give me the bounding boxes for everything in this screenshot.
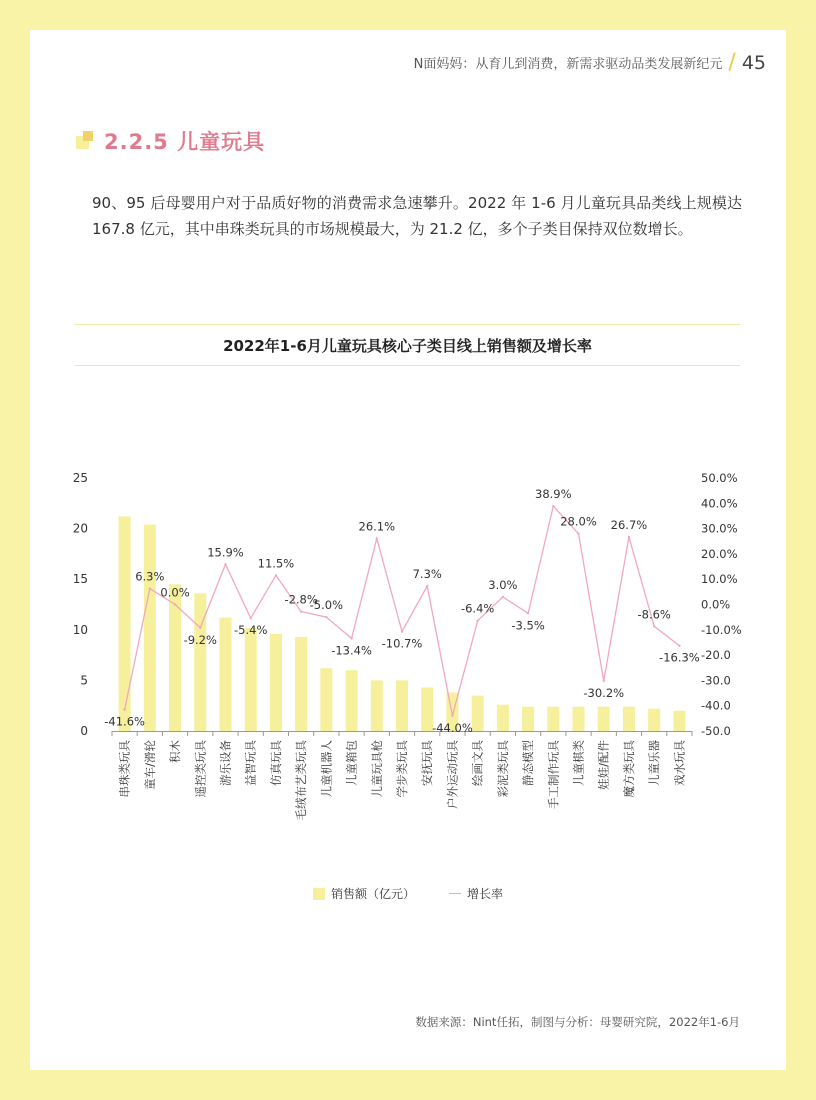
legend-bar-swatch [313, 888, 325, 900]
growth-rate-point [300, 610, 302, 612]
x-axis-category-label: 儿童棋类 [571, 740, 586, 786]
right-axis-tick-label: -10.0% [701, 622, 742, 637]
growth-rate-data-label: 7.3% [412, 567, 442, 582]
x-axis-category-label: 益智玩具 [243, 740, 258, 786]
bar [497, 705, 509, 731]
x-axis-category-label: 儿童机器人 [319, 740, 334, 798]
bar [648, 709, 660, 731]
growth-rate-point [451, 715, 453, 717]
growth-rate-data-label: -10.7% [381, 636, 423, 651]
header-title: N面妈妈：从育儿到消费，新需求驱动品类发展新纪元 [413, 57, 723, 72]
growth-rate-point [249, 617, 251, 619]
body-paragraph: 90、95 后母婴用户对于品质好物的消费需求急速攀升。2022 年 1-6 月儿童玩具品类线上规模达 167.8 亿元，其中串珠类玩具的市场规模最大，为 21.2 亿，多个子类目保持双位数增长。 [92, 194, 742, 238]
combo-chart [30, 430, 786, 870]
chart-legend [313, 885, 503, 902]
growth-rate-point [123, 709, 125, 711]
bar [547, 707, 559, 731]
chart-title-box [75, 324, 740, 366]
growth-rate-data-label: -3.5% [511, 618, 545, 633]
x-axis-category-label: 儿童箱包 [344, 740, 359, 786]
growth-rate-point [325, 616, 327, 618]
x-axis-category-label: 童车/滑轮 [142, 740, 157, 790]
bar [295, 637, 307, 731]
growth-rate-data-label: -41.6% [104, 714, 145, 729]
x-axis-category-label: 儿童玩具枪 [369, 740, 384, 798]
x-axis-category-label: 游乐设备 [218, 740, 233, 786]
growth-rate-data-label: -30.2% [583, 685, 625, 700]
growth-rate-data-label: -16.3% [659, 650, 700, 665]
x-axis-category-label: 儿童乐器 [647, 740, 662, 786]
bar [396, 680, 408, 731]
x-axis-category-label: 遥控类玩具 [193, 740, 208, 798]
bar [119, 516, 131, 731]
legend-line-swatch [449, 893, 461, 894]
chart-title: 2022年1-6月儿童玩具核心子类目线上销售额及增长率 [223, 336, 592, 355]
growth-rate-data-label: 0.0% [160, 585, 190, 600]
left-axis-tick-label: 5 [80, 673, 88, 688]
legend-bar-label: 销售额（亿元） [331, 887, 416, 901]
growth-rate-point [552, 505, 554, 507]
page [30, 30, 786, 1070]
right-axis-tick-label: -20.0 [701, 648, 731, 663]
x-axis-category-label: 戏水玩具 [672, 740, 687, 786]
right-axis-tick-label: -30.0 [701, 673, 731, 688]
growth-rate-point [149, 587, 151, 589]
growth-rate-point [476, 619, 478, 621]
section-title: 2.2.5 儿童玩具 [104, 130, 266, 154]
growth-rate-point [502, 596, 504, 598]
legend-line-label: 增长率 [467, 887, 504, 901]
growth-rate-data-label: -5.4% [234, 623, 268, 638]
growth-rate-point [603, 680, 605, 682]
growth-rate-data-label: -6.4% [460, 601, 495, 616]
growth-rate-data-label: -5.0% [309, 598, 344, 613]
growth-rate-data-label: -8.6% [637, 607, 671, 622]
bar [270, 634, 282, 731]
growth-rate-point [653, 625, 655, 627]
right-axis-tick-label: 20.0% [701, 546, 738, 561]
bar [346, 670, 358, 731]
growth-rate-point [678, 645, 680, 647]
square-bullet-icon [76, 131, 96, 151]
bar [573, 707, 585, 731]
growth-rate-data-label: 11.5% [257, 556, 295, 571]
bar [144, 525, 156, 731]
section-heading [76, 126, 265, 156]
growth-rate-data-label: 3.0% [488, 577, 518, 592]
x-axis-category-label: 毛绒布艺类玩具 [294, 740, 309, 821]
x-axis-category-label: 娃娃/配件 [596, 740, 611, 790]
header-slash-divider: / [728, 50, 736, 75]
growth-rate-point [426, 585, 428, 587]
growth-rate-point [174, 603, 176, 605]
growth-rate-point [628, 536, 630, 538]
page-number: 45 [741, 51, 766, 74]
growth-rate-point [350, 637, 352, 639]
x-axis-category-label: 魔方类玩具 [621, 740, 636, 798]
x-axis-category-label: 手工制作玩具 [546, 740, 561, 809]
bar [522, 707, 534, 731]
x-axis-category-label: 绘画文具 [470, 740, 485, 786]
growth-rate-data-label: -9.2% [183, 632, 217, 647]
growth-rate-point [199, 627, 201, 629]
bar [371, 680, 383, 731]
growth-rate-point [401, 630, 403, 632]
x-axis-category-label: 彩泥类玩具 [495, 740, 510, 798]
growth-rate-data-label: -44.0% [432, 720, 473, 735]
right-axis-tick-label: 40.0% [701, 496, 738, 511]
right-axis-tick-label: 0.0% [701, 597, 731, 612]
bar [194, 593, 206, 731]
x-axis-category-label: 户外运动玩具 [445, 740, 460, 809]
bar [598, 707, 610, 731]
growth-rate-data-label: 38.9% [535, 487, 572, 502]
source-note: 数据来源：Nint任拓，制图与分析：母婴研究院，2022年1-6月 [415, 1015, 740, 1029]
growth-rate-data-label: 6.3% [135, 569, 165, 584]
left-axis-tick-label: 15 [72, 572, 88, 587]
left-axis-tick-label: 0 [80, 724, 88, 738]
growth-rate-point [275, 574, 277, 576]
growth-rate-point [376, 537, 378, 539]
left-axis-tick-label: 10 [72, 622, 88, 637]
growth-rate-data-label: 15.9% [207, 545, 244, 560]
bar [623, 707, 635, 731]
right-axis-tick-label: 10.0% [701, 572, 738, 587]
growth-rate-data-label: -13.4% [331, 643, 372, 658]
x-axis-category-label: 学步类玩具 [395, 740, 409, 798]
growth-rate-point [577, 532, 579, 534]
bar [673, 711, 685, 731]
x-axis-category-label: 静态模型 [521, 740, 536, 786]
growth-rate-data-label: 26.7% [610, 517, 648, 532]
x-axis-category-label: 仿真玩具 [268, 740, 283, 786]
bar [245, 628, 257, 731]
right-axis-tick-label: 30.0% [701, 521, 738, 536]
left-axis-tick-label: 25 [72, 471, 88, 485]
growth-rate-point [224, 563, 226, 565]
growth-rate-data-label: 28.0% [560, 514, 597, 529]
bar [472, 696, 484, 731]
x-axis-category-label: 积木 [168, 740, 183, 763]
growth-rate-point [527, 612, 529, 614]
right-axis-tick-label: -40.0 [701, 698, 731, 713]
bar [320, 668, 332, 731]
growth-rate-data-label: 26.1% [358, 519, 396, 534]
growth-rate-data-label: -2.8% [284, 592, 318, 607]
bar [219, 618, 231, 731]
left-axis-tick-label: 20 [72, 521, 88, 536]
x-axis-category-label: 串珠类玩具 [117, 740, 132, 798]
page-header [414, 50, 766, 75]
right-axis-tick-label: 50.0% [701, 471, 738, 485]
x-axis-category-label: 安抚玩具 [420, 740, 435, 786]
right-axis-tick-label: -50.0 [701, 724, 731, 738]
bar [169, 584, 181, 731]
